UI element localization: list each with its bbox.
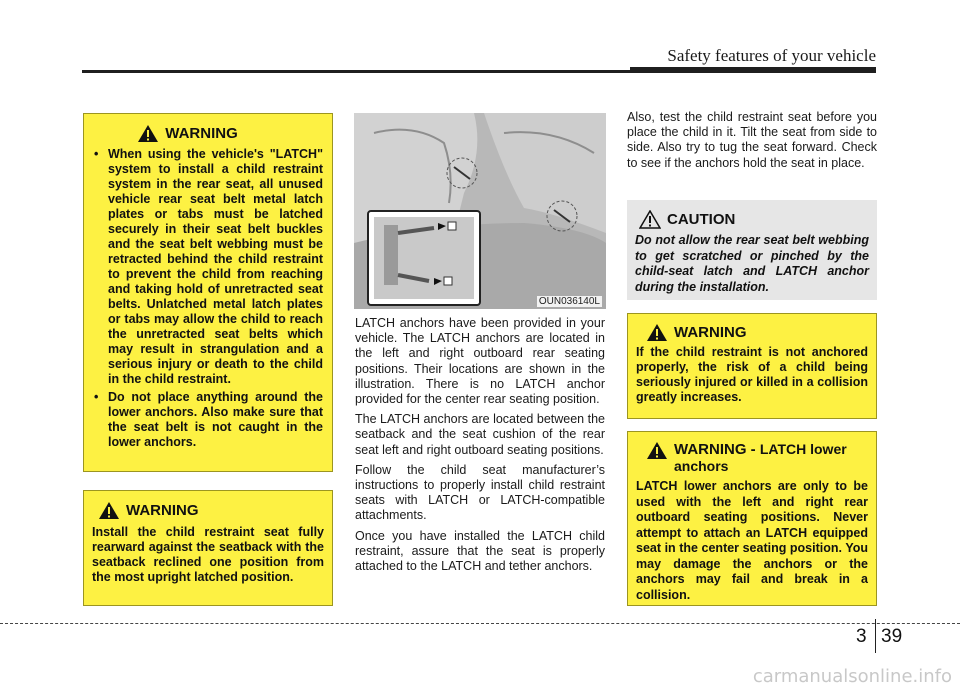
warning-heading: WARNING bbox=[98, 501, 324, 520]
warning-triangle-icon bbox=[646, 441, 668, 460]
illustration-code: OUN036140L bbox=[538, 296, 600, 307]
paragraph: Follow the child seat manufacturer’s instructions to properly install child restraint seats with LATCH or LATCH-compatible attachments. bbox=[355, 462, 605, 523]
warning-box-lower-anchors bbox=[627, 431, 877, 606]
chapter-number: 3 bbox=[856, 626, 867, 647]
seat-latch-illustration bbox=[354, 113, 606, 309]
footer-rule bbox=[0, 623, 960, 624]
warning-box-anchoring bbox=[627, 313, 877, 419]
warning-item: • Do not place anything around the lower anchors. Also make sure that the seat belt is not caught in the lower anchors. bbox=[92, 390, 323, 450]
header-rule-accent bbox=[630, 67, 876, 73]
caution-triangle-icon bbox=[639, 210, 661, 229]
warning-triangle-icon bbox=[646, 323, 668, 342]
warning-triangle-icon bbox=[98, 501, 120, 520]
body-text-test-seat bbox=[627, 110, 877, 176]
caution-box bbox=[627, 200, 877, 300]
warning-box-seatback bbox=[83, 490, 333, 606]
body-text-latch-info bbox=[355, 316, 605, 579]
paragraph: The LATCH anchors are located between the seatback and the seat cushion of the rear seat left and right outboard seating positions. bbox=[355, 412, 605, 457]
warning-list bbox=[92, 147, 323, 450]
warning-heading: WARNING - LATCH lower anchors bbox=[646, 441, 868, 475]
warning-heading: WARNING bbox=[52, 124, 323, 143]
warning-text: LATCH lower anchors are only to be used with the left and right rear outboard seating positions. Never attempt to attach an LATCH equipped seat in the center seating position. You may damage the anchors or the anchors may fail and break in a collision. bbox=[636, 479, 868, 602]
warning-text: Install the child restraint seat fully rearward against the seatback with the seatback reclined one position from the most upright latched position. bbox=[92, 525, 324, 584]
section-title: Safety features of your vehicle bbox=[667, 46, 876, 65]
page-number-value: 39 bbox=[881, 626, 903, 647]
page-number-divider bbox=[875, 619, 876, 653]
seat-illustration-icon bbox=[354, 113, 606, 309]
warning-triangle-icon bbox=[137, 124, 159, 143]
caution-heading: CAUTION bbox=[639, 210, 869, 229]
watermark: carmanualsonline.info bbox=[752, 666, 952, 687]
warning-text: If the child restraint is not anchored properly, the risk of a child being seriously injured or killed in a collision greatly increases. bbox=[636, 345, 868, 404]
warning-item: • When using the vehicle's "LATCH" system to install a child restraint system in the rear seat, all unused vehicle rear seat belt metal latch plates or tabs must be latched securely in their seat belt buckles and the seat belt webbing must be retracted behind the child restraint to prevent the child from reaching and taking hold of unretracted seat belts. Unlatched metal latch plates or tabs may allow the child to reach the unretracted seat belts which may result in strangulation and a serious injury or death to the child in the child restraint. bbox=[92, 147, 323, 387]
warning-heading: WARNING bbox=[646, 323, 868, 342]
paragraph: LATCH anchors have been provided in your vehicle. The LATCH anchors are located in the left and right outboard rear seating positions. Their locations are shown in the illustration. There is no LATCH anchor provided for the center rear seating position. bbox=[355, 316, 605, 407]
warning-box-latch-system bbox=[83, 113, 333, 472]
paragraph: Also, test the child restraint seat before you place the child in it. Tilt the seat from side to side. Also try to tug the seat forward. Check to see if the anchors hold the seat in place. bbox=[627, 110, 877, 170]
paragraph: Once you have installed the LATCH child restraint, assure that the seat is properly attached to the LATCH and tether anchors. bbox=[355, 528, 605, 574]
caution-text: Do not allow the rear seat belt webbing to get scratched or pinched by the child-seat latch and LATCH anchor during the installation. bbox=[635, 233, 869, 294]
